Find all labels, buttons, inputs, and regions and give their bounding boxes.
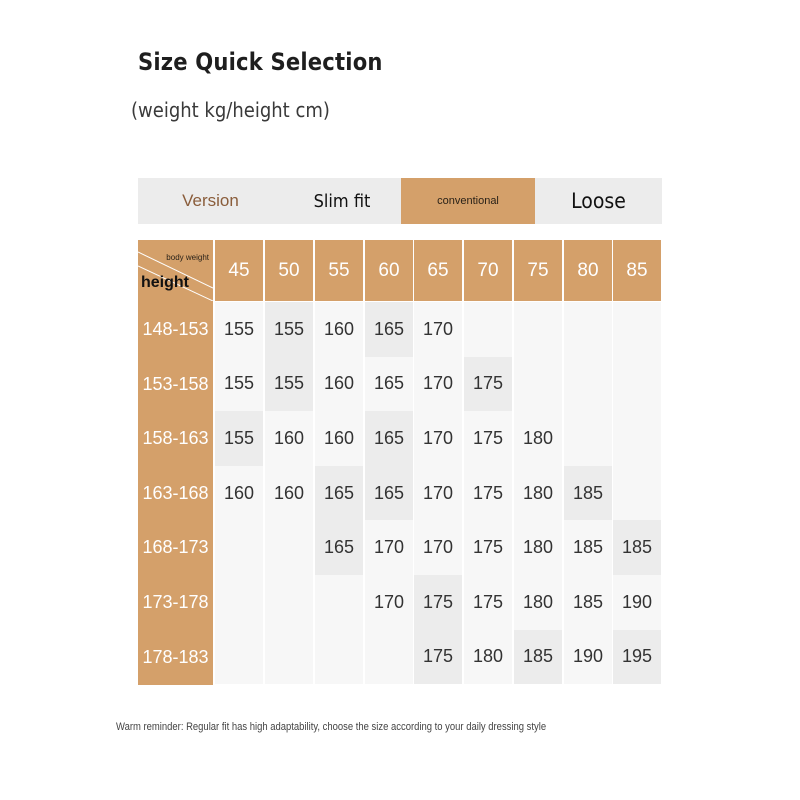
weight-header-45: 45 <box>215 240 263 301</box>
size-cell <box>564 411 612 466</box>
weight-header-50: 50 <box>265 240 313 301</box>
size-cell: 190 <box>613 575 661 630</box>
size-cell: 175 <box>414 630 462 685</box>
version-loose: Loose <box>571 189 626 213</box>
page-title: Size Quick Selection <box>138 48 383 76</box>
size-cell: 165 <box>315 466 363 521</box>
version-label: Version <box>182 191 239 210</box>
size-cell: 185 <box>564 466 612 521</box>
size-cell <box>613 357 661 412</box>
weight-header-60: 60 <box>365 240 413 301</box>
size-cell: 185 <box>514 630 562 685</box>
size-cell: 170 <box>414 466 462 521</box>
size-cell <box>265 575 313 630</box>
size-cell: 155 <box>215 302 263 357</box>
size-cell: 165 <box>315 520 363 575</box>
size-cell: 175 <box>464 520 512 575</box>
size-cell: 175 <box>464 357 512 412</box>
height-row-header: 163-168 <box>138 466 213 521</box>
corner-weight-label: body weight <box>166 253 209 262</box>
size-cell: 180 <box>514 520 562 575</box>
height-row-header: 148-153 <box>138 302 213 357</box>
size-cell <box>464 302 512 357</box>
size-cell: 155 <box>265 302 313 357</box>
size-cell <box>215 630 263 685</box>
size-cell <box>564 357 612 412</box>
size-cell: 155 <box>215 411 263 466</box>
size-cell: 180 <box>514 466 562 521</box>
size-cell: 155 <box>215 357 263 412</box>
size-cell: 155 <box>265 357 313 412</box>
page-subtitle: (weight kg/height cm) <box>131 98 330 122</box>
height-row-header: 168-173 <box>138 520 213 575</box>
size-cell <box>265 520 313 575</box>
size-cell: 160 <box>265 466 313 521</box>
size-cell: 180 <box>514 575 562 630</box>
size-cell: 160 <box>265 411 313 466</box>
size-cell <box>613 302 661 357</box>
weight-header-85: 85 <box>613 240 661 301</box>
version-slim-fit: Slim fit <box>313 190 371 212</box>
size-cell: 165 <box>365 466 413 521</box>
size-cell: 180 <box>514 411 562 466</box>
size-cell: 165 <box>365 302 413 357</box>
size-cell: 170 <box>414 411 462 466</box>
size-cell: 160 <box>315 302 363 357</box>
size-cell: 160 <box>315 411 363 466</box>
size-cell: 195 <box>613 630 661 685</box>
size-cell <box>265 630 313 685</box>
size-cell: 175 <box>464 466 512 521</box>
height-row-header: 173-178 <box>138 575 213 630</box>
size-cell: 175 <box>414 575 462 630</box>
size-cell: 185 <box>564 575 612 630</box>
corner-height-label: height <box>141 274 189 291</box>
version-bar <box>138 178 662 224</box>
size-cell: 185 <box>613 520 661 575</box>
size-cell: 170 <box>414 357 462 412</box>
size-cell <box>365 630 413 685</box>
height-row-header: 178-183 <box>138 630 213 685</box>
size-cell: 160 <box>315 357 363 412</box>
size-cell <box>613 411 661 466</box>
size-cell <box>315 630 363 685</box>
size-cell <box>514 302 562 357</box>
size-cell: 170 <box>414 520 462 575</box>
size-cell: 175 <box>464 411 512 466</box>
size-cell <box>215 575 263 630</box>
size-cell: 190 <box>564 630 612 685</box>
size-grid <box>138 240 662 684</box>
warm-reminder: Warm reminder: Regular fit has high adaptability, choose the size according to your daily dressing style <box>116 721 547 733</box>
corner-header <box>138 240 213 301</box>
size-cell: 185 <box>564 520 612 575</box>
size-cell: 165 <box>365 357 413 412</box>
size-cell: 170 <box>365 575 413 630</box>
weight-header-80: 80 <box>564 240 612 301</box>
height-row-header: 158-163 <box>138 411 213 466</box>
height-row-header: 153-158 <box>138 357 213 412</box>
size-cell: 170 <box>414 302 462 357</box>
size-cell: 170 <box>365 520 413 575</box>
size-cell <box>613 466 661 521</box>
weight-header-65: 65 <box>414 240 462 301</box>
size-cell: 160 <box>215 466 263 521</box>
size-cell <box>564 302 612 357</box>
size-cell: 180 <box>464 630 512 685</box>
size-cell: 165 <box>365 411 413 466</box>
size-cell <box>215 520 263 575</box>
weight-header-55: 55 <box>315 240 363 301</box>
weight-header-75: 75 <box>514 240 562 301</box>
size-cell <box>514 357 562 412</box>
size-cell <box>315 575 363 630</box>
version-conventional: conventional <box>401 178 535 224</box>
size-cell: 175 <box>464 575 512 630</box>
weight-header-70: 70 <box>464 240 512 301</box>
